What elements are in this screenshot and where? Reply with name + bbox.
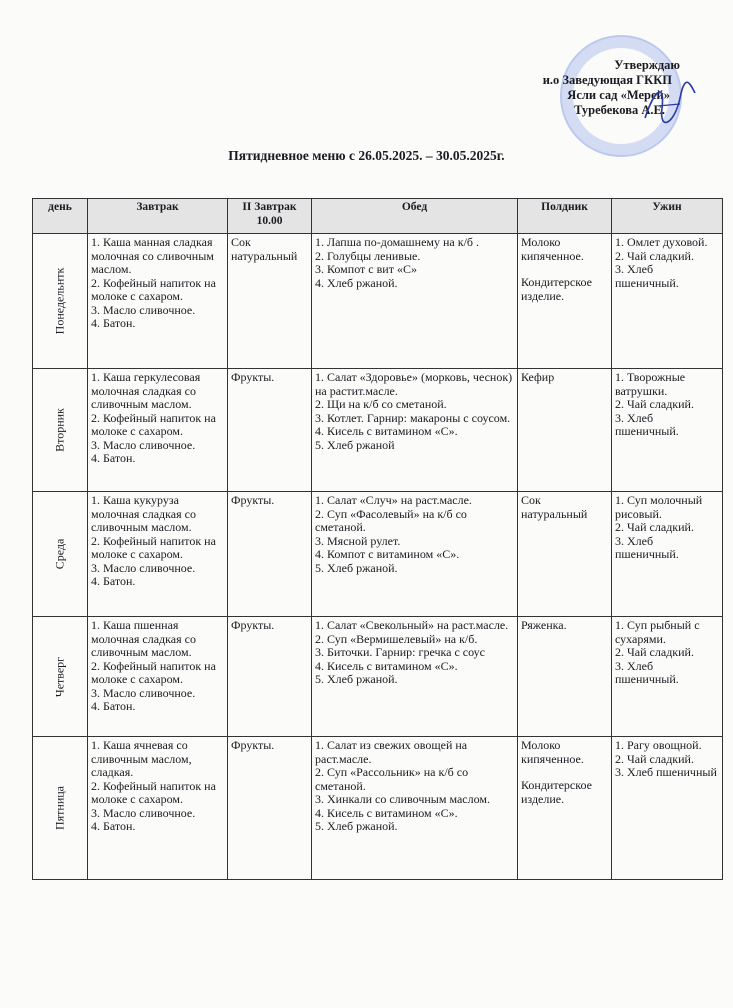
approval-line-2: и.о Заведующая ГККП	[542, 73, 672, 87]
menu-item: Сок натуральный	[231, 235, 298, 263]
menu-item: 1. Рагу овощной.	[615, 738, 702, 752]
menu-item: 1. Салат «Свекольный» на раст.масле.	[315, 618, 509, 632]
lunch-cell	[312, 737, 518, 880]
menu-item: Кондитерское изделие.	[521, 275, 592, 303]
lunch-cell	[312, 617, 518, 737]
menu-item: Молоко кипяченное.	[521, 235, 584, 263]
snack-cell	[518, 234, 612, 369]
table-row	[33, 492, 723, 617]
menu-item: 2. Кофейный напиток на молоке с сахаром.	[91, 533, 216, 561]
menu-item: 3. Компот с вит «С»	[315, 262, 417, 276]
table-row	[33, 617, 723, 737]
menu-item: 2. Кофейный напиток на молоке с сахаром.	[91, 410, 216, 438]
menu-item: 5. Хлеб ржаной	[315, 437, 395, 452]
breakfast-cell	[88, 369, 228, 492]
menu-item: 4. Батон.	[91, 316, 136, 330]
menu-item: 3. Масло сливочное.	[91, 302, 196, 317]
menu-item: 1. Суп рыбный с сухарями.	[615, 618, 700, 646]
menu-item: 3. Масло сливочное.	[91, 805, 196, 820]
second-breakfast-cell	[228, 492, 312, 617]
dinner-cell	[612, 617, 723, 737]
menu-item: 2. Кофейный напиток на молоке с сахаром.	[91, 658, 216, 686]
menu-item: 4. Батон.	[91, 819, 136, 833]
lunch-cell	[312, 492, 518, 617]
snack-cell	[518, 492, 612, 617]
menu-item: 2. Кофейный напиток на молоке с сахаром.	[91, 275, 216, 303]
snack-cell	[518, 369, 612, 492]
day-cell	[33, 234, 88, 369]
menu-item: Фрукты.	[231, 738, 275, 752]
day-cell	[33, 617, 88, 737]
header-lunch: Обед	[312, 199, 518, 234]
menu-item: 1. Суп молочный рисовый.	[615, 493, 703, 521]
menu-item: 4. Батон.	[91, 699, 136, 713]
menu-item: 1. Салат «Случ» на раст.масле.	[315, 493, 472, 507]
dinner-cell	[612, 234, 723, 369]
menu-item: 3. Хлеб пшеничный	[615, 765, 717, 779]
menu-item: 1. Каша геркулесовая молочная сладкая со сливочным маслом.	[91, 370, 201, 411]
dinner-cell	[612, 492, 723, 617]
snack-cell	[518, 737, 612, 880]
menu-item: Фрукты.	[231, 493, 275, 507]
breakfast-cell	[88, 492, 228, 617]
menu-item: 3. Хлеб пшеничный.	[615, 658, 679, 686]
breakfast-cell	[88, 737, 228, 880]
menu-item: 1. Каша манная сладкая молочная со сливочным маслом.	[91, 235, 214, 276]
menu-item: 2. Голубцы ленивые.	[315, 248, 421, 263]
menu-item: 3. Масло сливочное.	[91, 437, 196, 452]
menu-item: 2. Чай сладкий.	[615, 248, 694, 263]
menu-item: 2. Кофейный напиток на молоке с сахаром.	[91, 778, 216, 806]
day-label: Пятница	[52, 785, 67, 831]
menu-table	[32, 198, 723, 880]
menu-item: 1. Омлет духовой.	[615, 235, 708, 249]
menu-item: Кондитерское изделие.	[521, 778, 592, 806]
lunch-cell	[312, 369, 518, 492]
menu-item: 5. Хлеб ржаной.	[315, 560, 398, 575]
table-row	[33, 737, 723, 880]
menu-item: 2. Суп «Вермишелевый» на к/б.	[315, 631, 478, 646]
menu-item: 4. Компот с витамином «С».	[315, 547, 460, 561]
menu-item: Молоко кипяченное.	[521, 738, 584, 766]
header-snack: Полдник	[518, 199, 612, 234]
second-breakfast-cell	[228, 617, 312, 737]
menu-item: 4. Хлеб ржаной.	[315, 275, 398, 290]
table-header-row	[33, 199, 723, 234]
menu-item: Ряженка.	[521, 618, 567, 632]
menu-item: 2. Суп «Рассольник» на к/б со сметаной.	[315, 765, 469, 793]
menu-item: 2. Чай сладкий.	[615, 397, 694, 411]
menu-item: 4. Кисель с витамином «С».	[315, 658, 458, 673]
menu-item: 3. Масло сливочное.	[91, 560, 196, 575]
menu-item: 3. Котлет. Гарнир: макароны с соусом.	[315, 410, 511, 425]
menu-item: 1. Лапша по-домашнему на к/б .	[315, 235, 480, 249]
day-cell	[33, 492, 88, 617]
menu-item: 2. Суп «Фасолевый» на к/б со сметаной.	[315, 506, 467, 534]
menu-item: 4. Кисель с витамином «С».	[315, 424, 458, 438]
menu-item: 2. Чай сладкий.	[615, 645, 694, 659]
day-cell	[33, 737, 88, 880]
menu-item: 1. Творожные ватрушки.	[615, 370, 686, 398]
menu-item: 1. Салат из свежих овощей на раст.масле.	[315, 738, 468, 766]
menu-item: Фрукты.	[231, 618, 275, 632]
menu-item: 3. Биточки. Гарнир: гречка с соус	[315, 645, 485, 659]
lunch-cell	[312, 234, 518, 369]
page-title: Пятидневное меню с 26.05.2025. – 30.05.2025г.	[228, 148, 505, 163]
menu-item: 1. Каша пшенная молочная сладкая со сливочным маслом.	[91, 618, 196, 659]
menu-item: 3. Хлеб пшеничный.	[615, 533, 679, 561]
menu-item: Сок натуральный	[521, 493, 588, 521]
menu-item: 5. Хлеб ржаной.	[315, 819, 398, 833]
menu-item: 1. Салат «Здоровье» (морковь, чеснок) на растит.масле.	[315, 370, 513, 398]
second-breakfast-cell	[228, 369, 312, 492]
menu-item: 3. Хлеб пшеничный.	[615, 410, 679, 438]
menu-item: 4. Батон.	[91, 451, 136, 465]
menu-item: 3. Хинкали со сливочным маслом.	[315, 792, 490, 806]
approval-line-3: Ясли сад «Мерей»	[567, 88, 670, 102]
dinner-cell	[612, 737, 723, 880]
second-breakfast-cell	[228, 737, 312, 880]
menu-item: 2. Чай сладкий.	[615, 751, 694, 766]
header-second-breakfast: II Завтрак 10.00	[228, 199, 312, 234]
menu-item: 1. Каша ячневая со сливочным маслом, сладкая.	[91, 738, 192, 779]
menu-item: 4. Кисель с витамином «С».	[315, 805, 458, 820]
snack-cell	[518, 617, 612, 737]
approval-line-4: Туребекова А.Е.	[574, 103, 665, 117]
header-day: день	[33, 199, 88, 234]
day-label: Четверг	[52, 656, 67, 697]
day-label: Среда	[52, 538, 67, 570]
menu-item: 2. Чай сладкий.	[615, 520, 694, 534]
menu-item: 5. Хлеб ржаной.	[315, 672, 398, 686]
menu-item: 4. Батон.	[91, 574, 136, 588]
breakfast-cell	[88, 617, 228, 737]
menu-item: 3. Мясной рулет.	[315, 533, 401, 548]
signature	[640, 78, 700, 128]
day-label: Вторник	[52, 408, 67, 452]
table-row	[33, 369, 723, 492]
menu-item: 2. Щи на к/б со сметаной.	[315, 397, 447, 411]
menu-item: 3. Масло сливочное.	[91, 685, 196, 700]
second-breakfast-cell	[228, 234, 312, 369]
day-label: Понедельнтк	[52, 267, 67, 335]
dinner-cell	[612, 369, 723, 492]
breakfast-cell	[88, 234, 228, 369]
table-row	[33, 234, 723, 369]
day-cell	[33, 369, 88, 492]
menu-item: 1. Каша кукуруза молочная сладкая со сливочным маслом.	[91, 493, 196, 534]
menu-item: Кефир	[521, 370, 555, 384]
approval-line-1: Утверждаю	[614, 58, 680, 72]
header-dinner: Ужин	[612, 199, 723, 234]
header-breakfast: Завтрак	[88, 199, 228, 234]
menu-item: 3. Хлеб пшеничный.	[615, 262, 679, 290]
menu-item: Фрукты.	[231, 370, 275, 384]
